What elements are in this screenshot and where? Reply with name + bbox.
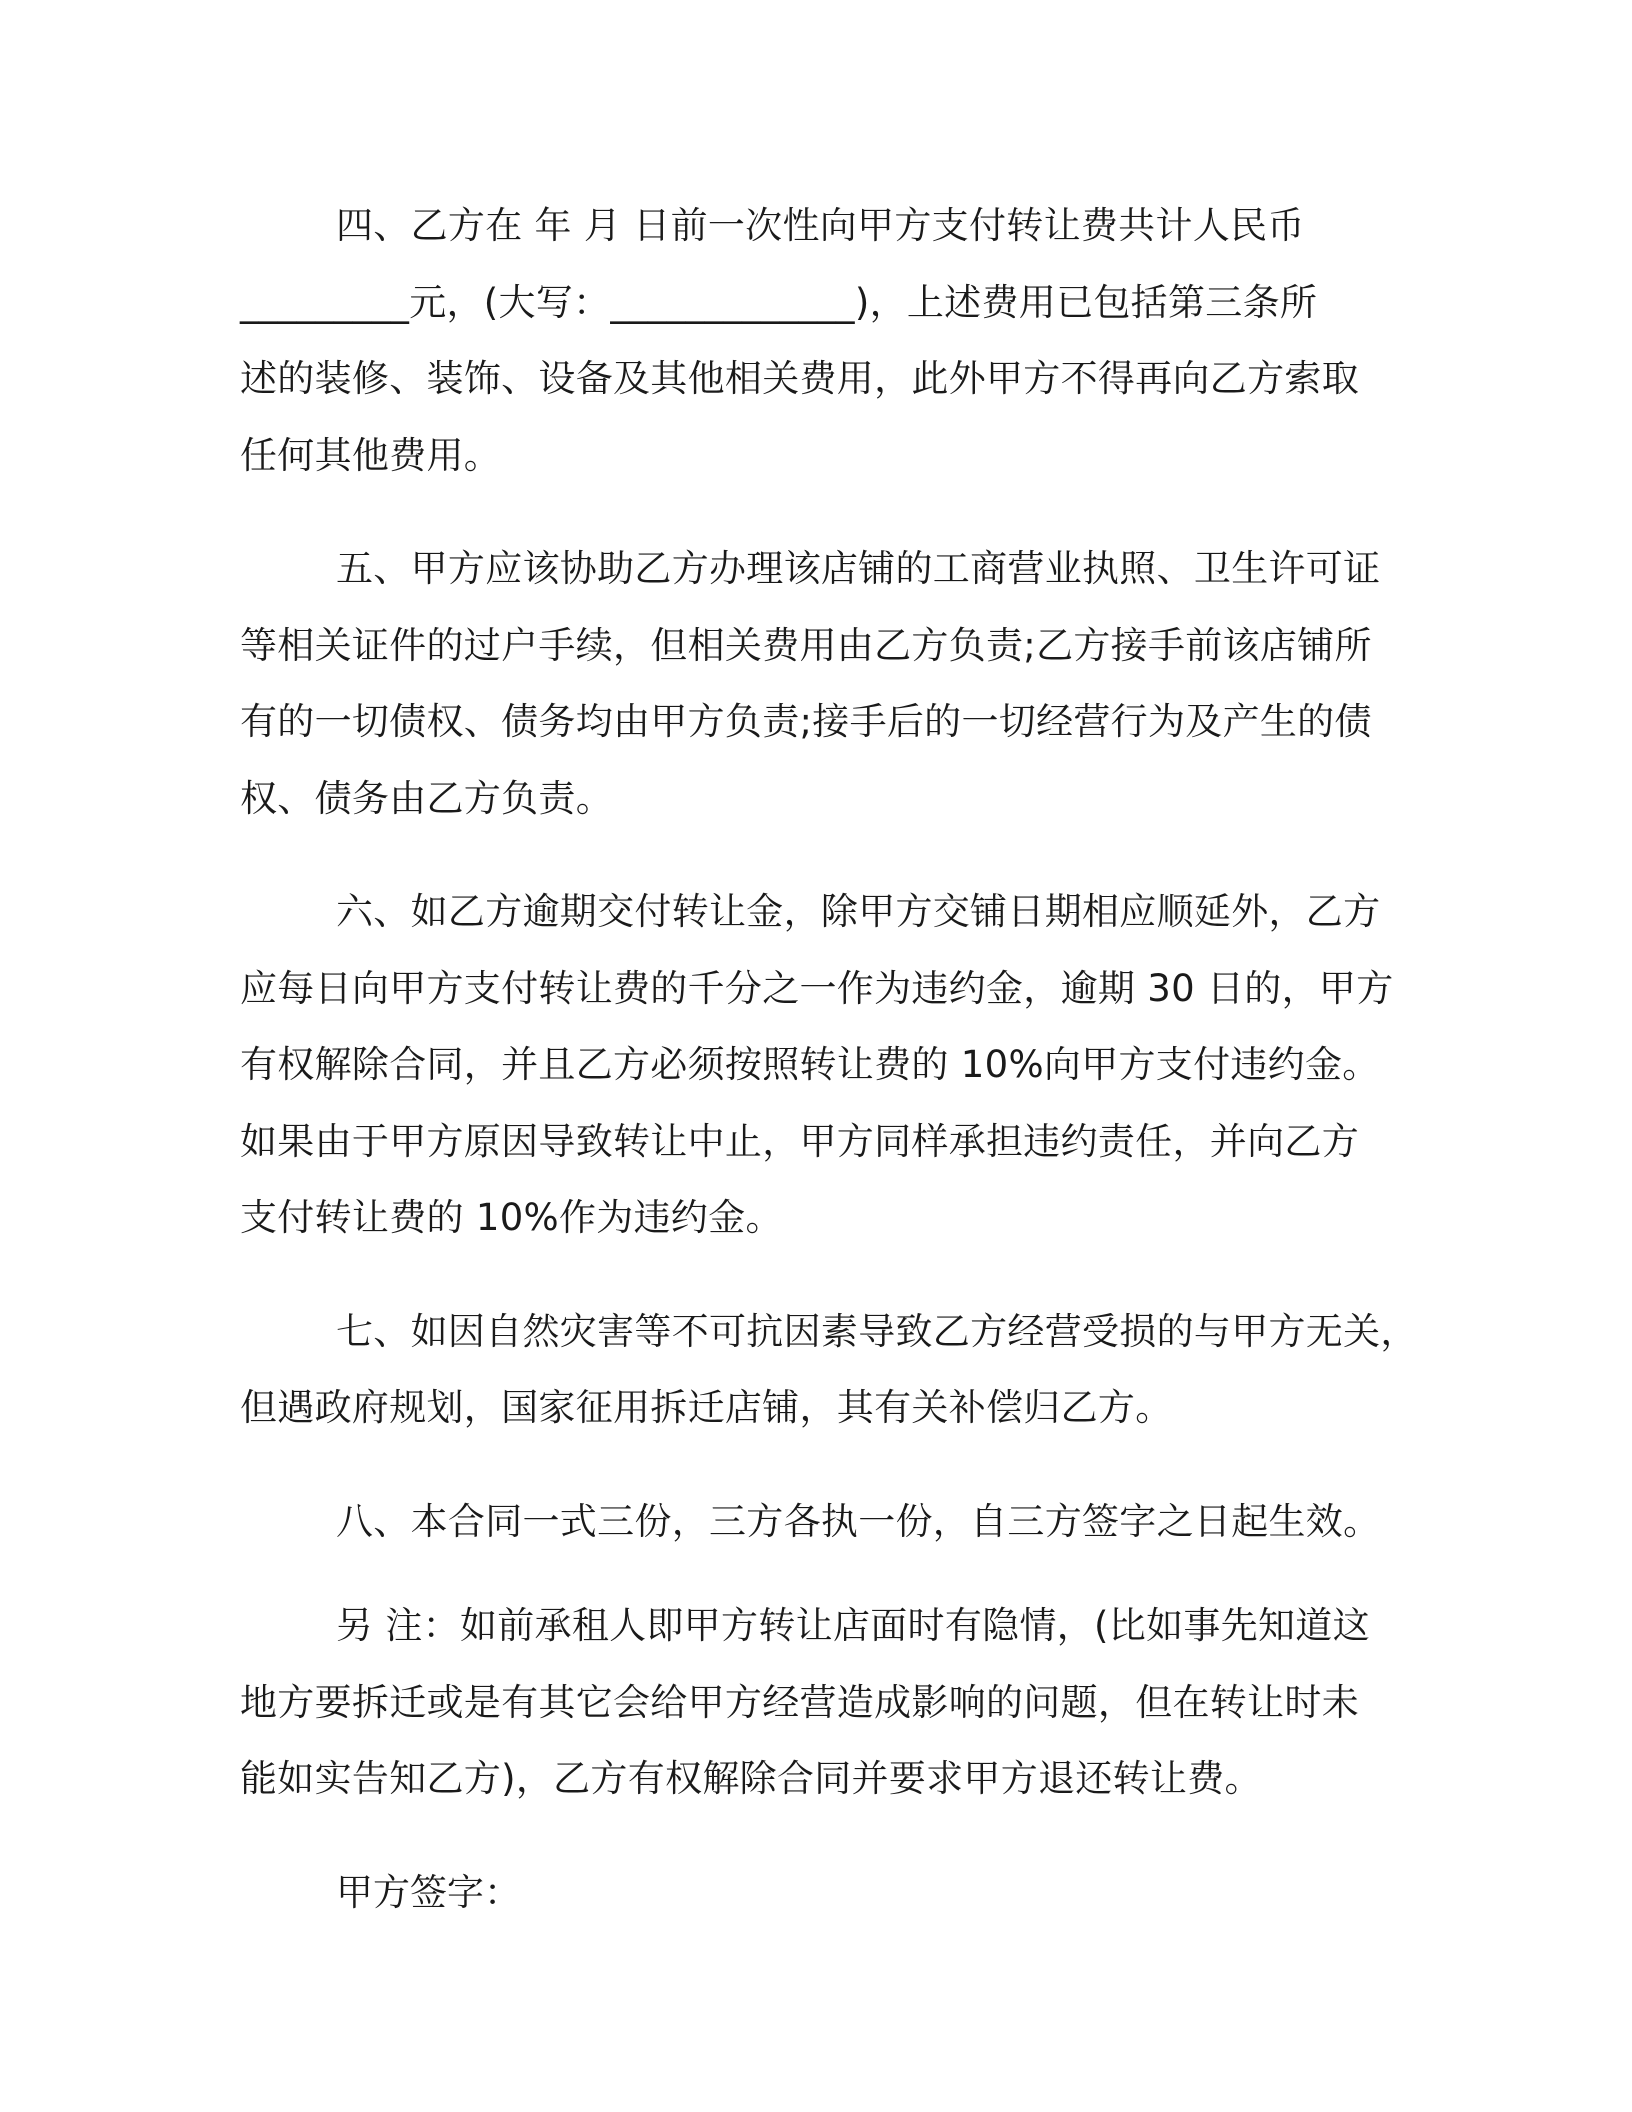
document-page: [240, 188, 1420, 1931]
clause-8: [240, 1484, 1420, 1561]
clause-5-line: 等相关证件的过户手续，但相关费用由乙方负责;乙方接手前该店铺所: [240, 623, 1372, 667]
clause-6-line: 应每日向甲方支付转让费的千分之一作为违约金，逾期 30 日的，甲方: [240, 966, 1394, 1010]
note-line: 能如实告知乙方)，乙方有权解除合同并要求甲方退还转让费。: [240, 1757, 1262, 1800]
clause-4-line: 述的装修、装饰、设备及其他相关费用，此外甲方不得再向乙方索取: [240, 357, 1359, 400]
clause-4-line: 任何其他费用。: [240, 433, 502, 477]
clause-5: [240, 531, 1420, 837]
clause-5-line: 有的一切债权、债务均由甲方负责;接手后的一切经营行为及产生的债: [240, 700, 1372, 743]
clause-6-line: 有权解除合同，并且乙方必须按照转让费的 10%向甲方支付违约金。: [240, 1043, 1380, 1086]
clause-7-line: 七、如因自然灾害等不可抗因素导致乙方经营受损的与甲方无关，: [336, 1309, 1418, 1353]
clause-8-line: 八、本合同一式三份，三方各执一份，自三方签字之日起生效。: [336, 1499, 1381, 1543]
clause-6-line: 如果由于甲方原因导致转让中止，甲方同样承担违约责任，并向乙方: [240, 1119, 1359, 1163]
party-a-signature-label: 甲方签字：: [336, 1870, 521, 1914]
note-line: 地方要拆迁或是有其它会给甲方经营造成影响的问题，但在转让时未: [240, 1680, 1359, 1724]
clause-5-line: 权、债务由乙方负责。: [240, 776, 613, 820]
clause-5-line: 五、甲方应该协助乙方办理该店铺的工商营业执照、卫生许可证: [336, 547, 1381, 590]
clause-6-line: 支付转让费的 10%作为违约金。: [240, 1196, 783, 1239]
clause-4: [240, 188, 1420, 494]
clause-6: [240, 874, 1420, 1257]
note-line: 另 注：如前承租人即甲方转让店面时有隐情，(比如事先知道这: [336, 1604, 1370, 1647]
clause-7-line: 但遇政府规划，国家征用拆迁店铺，其有关补偿归乙方。: [240, 1386, 1173, 1429]
clause-4-line: 四、乙方在 年 月 日前一次性向甲方支付转让费共计人民币: [336, 204, 1305, 247]
clause-6-line: 六、如乙方逾期交付转让金，除甲方交铺日期相应顺延外，乙方: [336, 890, 1381, 933]
supplementary-note: [240, 1588, 1420, 1818]
clause-7: [240, 1294, 1420, 1447]
clause-4-line: _________元，(大写：_____________)，上述费用已包括第三条所: [240, 280, 1318, 324]
